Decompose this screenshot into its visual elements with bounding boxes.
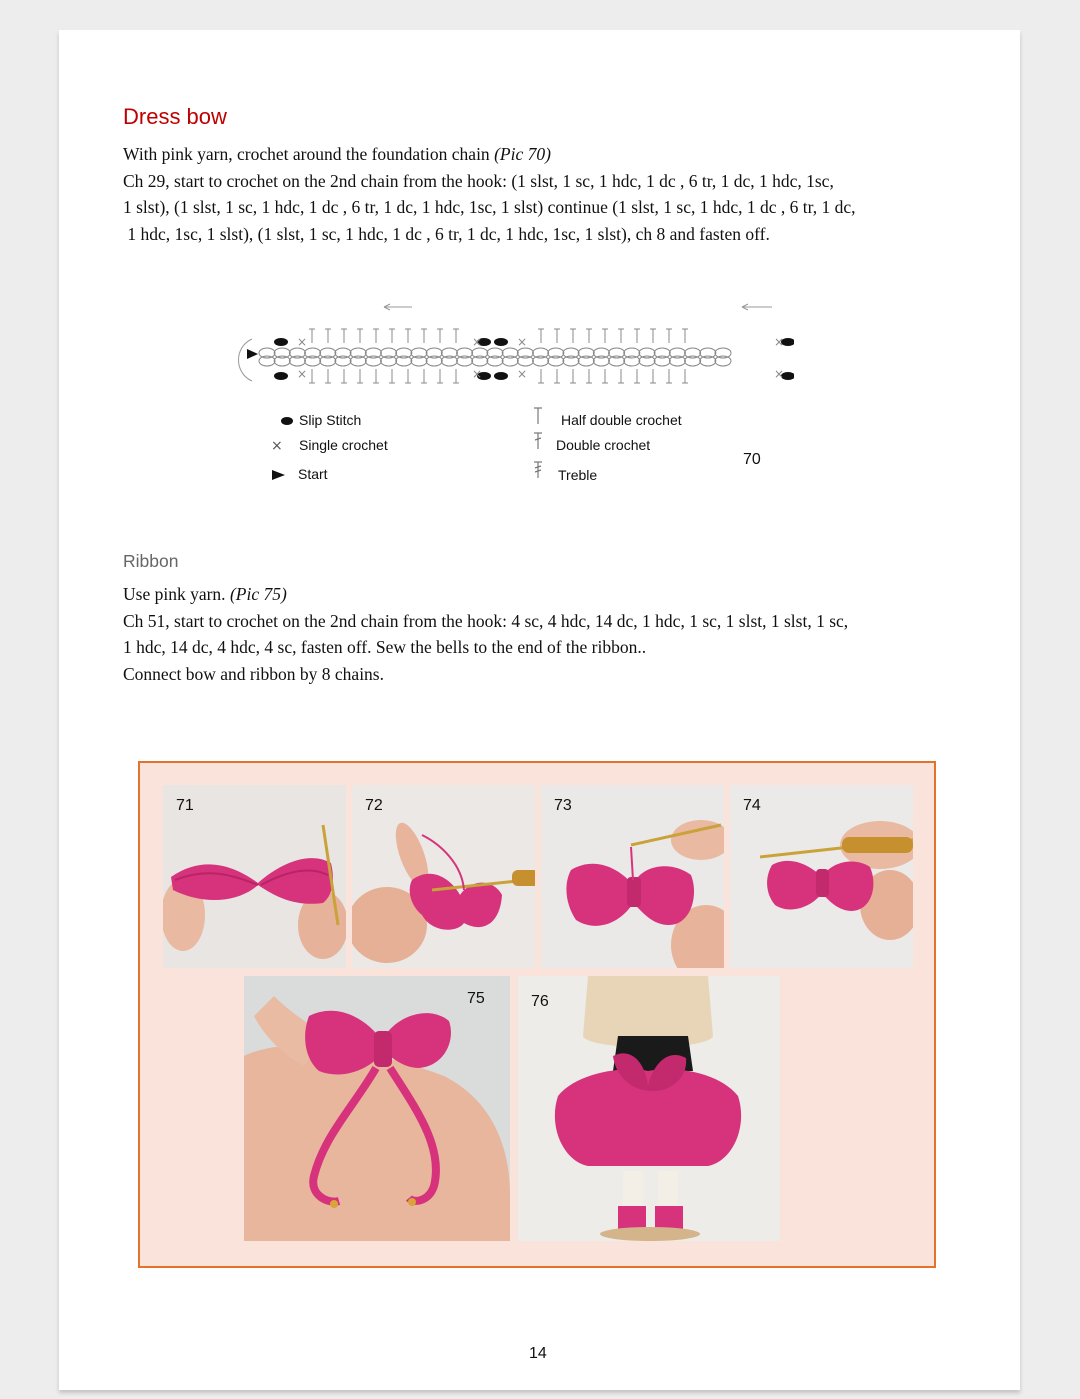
photo-75 [244,976,510,1241]
dc-symbol [532,431,544,451]
legend-double-crochet: Double crochet [556,437,651,453]
ribbon-text-line2: Ch 51, start to crochet on the 2nd chain from the hook: 4 sc, 4 hdc, 14 dc, 1 hdc, 1 sc, 1 slst, 1 slst, 1 sc, [123,610,849,631]
ribbon-text-line4: Connect bow and ribbon by 8 chains. [123,663,384,684]
single-crochet-mark: × [297,367,308,381]
legend-treble: Treble [558,467,598,483]
single-crochet-symbol: × [271,438,283,454]
crochet-chart-diagram [234,295,794,395]
single-crochet-mark: × [774,367,785,381]
treble-symbol [532,460,544,480]
bow-text-line3: 1 slst), (1 slst, 1 sc, 1 hdc, 1 dc , 6 tr, 1 dc, 1 hdc, 1sc, 1 slst) continue (1 slst, 1 sc, 1 hdc, 1 dc , 6 tr, 1 dc, [123,197,856,217]
ribbon-text-line3: 1 hdc, 14 dc, 4 hdc, 4 sc, fasten off. Sew the bells to the end of the ribbon.. [123,637,647,657]
start-arrow-symbol [271,469,287,481]
single-crochet-mark: × [472,335,483,349]
ribbon-title: Ribbon [123,551,179,571]
legend-half-double-crochet: Half double crochet [561,412,682,428]
direction-arrow [384,304,412,310]
start-arrow-mark [247,349,258,359]
slip-stitch-mark [494,372,508,380]
section-title: Dress bow [123,104,227,129]
pic-ref-75: (Pic 75) [229,584,287,604]
direction-arrow [742,304,772,310]
page-number: 14 [529,1345,547,1362]
legend-single-crochet: Single crochet [299,437,388,453]
photo-number-75: 75 [467,990,485,1007]
bow-text-line4: 1 hdc, 1sc, 1 slst), (1 slst, 1 sc, 1 hdc, 1 dc , 6 tr, 1 dc, 1 hdc, 1sc, 1 slst), ch 8 and fasten off. [123,223,770,244]
single-crochet-mark: × [297,335,308,349]
slip-stitch-mark [274,372,288,380]
legend-start: Start [298,466,328,482]
slip-stitch-symbol [279,415,295,427]
ribbon-text-line1: Use pink yarn. [123,584,230,604]
single-crochet-mark: × [774,335,785,349]
photo-76 [518,976,780,1241]
photo-number-76: 76 [531,993,549,1010]
photo-number-71: 71 [176,797,194,814]
turn-arrow [239,339,253,381]
pic-number-70: 70 [743,451,761,468]
bow-text-line2: Ch 29, start to crochet on the 2nd chain from the hook: (1 slst, 1 sc, 1 hdc, 1 dc , 6 tr, 1 dc, 1 hdc, 1sc, [123,170,834,191]
bow-text-line1: With pink yarn, crochet around the foundation chain [123,144,495,164]
single-crochet-mark: × [517,335,528,349]
bow-instructions [123,141,953,247]
photo-number-73: 73 [554,797,572,814]
photo-collage-frame [138,761,936,1268]
photo-number-74: 74 [743,797,761,814]
hdc-symbol [532,406,544,426]
single-crochet-mark: × [472,367,483,381]
photo-number-72: 72 [365,797,383,814]
legend-slip-stitch: Slip Stitch [299,412,362,428]
document-page [59,30,1020,1390]
slip-stitch-mark [274,338,288,346]
ribbon-instructions [123,581,953,687]
slip-stitch-mark [494,338,508,346]
single-crochet-mark: × [517,367,528,381]
pic-ref-70: (Pic 70) [494,144,551,164]
